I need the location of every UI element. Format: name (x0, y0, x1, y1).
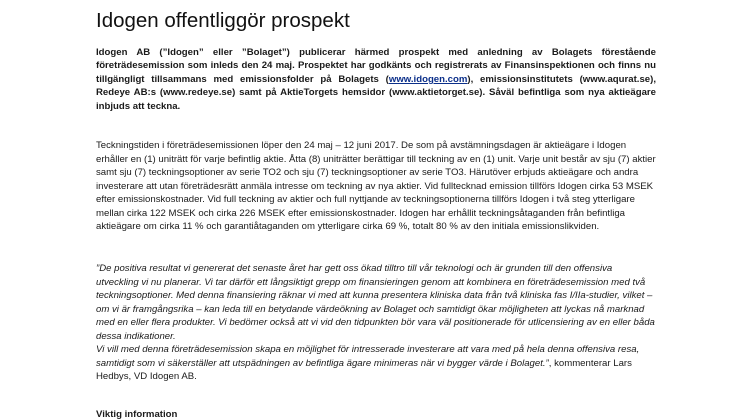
quote-attribution: , kommenterar Lars Hedbys, VD Idogen AB. (96, 357, 632, 382)
lead-text-part1: Idogen AB (”Idogen” eller ”Bolaget”) publicerar härmed prospekt med anledning av Bolagets förestående företrädesemission som inleds den 24 maj. Prospektet har godkänts och registrerats av Finansinspektionen och finns nu tillgängligt tillsammans med emissionsfolder på Bolagets ( (96, 47, 656, 85)
quote-paragraph-1: ”De positiva resultat vi genererat det senaste året har gett oss ökad tilltro till vår teknologi och är grunden till den offensiva utveckling vi nu planerar. Vi tar därför ett långsiktigt grepp om finansieringen genom att kombinera en företrädesemission med två teckningsoptioner. Med denna finansiering räknar vi med att kunna presentera kliniska data från två kliniska fas I/IIa-studier, vilket – om vi är framgångsrika – kan leda till en betydande värdeökning av Bolaget och samtidigt ökar möjligheten att lyckas nå marknad med en eller flera produkter. Vi bedömer också att vi vid den tidpunkten bör vara väl positionerade för utlicensiering av en eller båda dessa indikationer. (96, 263, 655, 342)
body-paragraph: Teckningstiden i företrädesemissionen löper den 24 maj – 12 juni 2017. De som på avstämningsdagen är aktieägare i Idogen erhåller en (1) uniträtt för varje befintlig aktie. Åtta (8) uniträtter berättigar till teckning av en (1) unit. Varje unit består av sju (7) aktier samt sju (7) teckningsoptioner av serie TO2 och sju (7) teckningsoptioner av serie TO3. Härutöver erbjuds aktieägare och andra investerare att utan företrädesrätt anmäla intresse om teckning av nya aktier. Vid fulltecknad emission tillförs Idogen cirka 53 MSEK efter emissionskostnader. Vid full teckning av aktier och full nyttjande av teckningsoptionerna tillförs Idogen i två steg ytterligare mellan cirka 122 MSEK och cirka 226 MSEK efter emissionskostnader. Idogen har erhållit teckningsåtaganden från befintliga aktieägare om cirka 11 % och garantiåtaganden om ytterligare cirka 69 %, totalt 80 % av den initiala emissionslikviden. (96, 140, 656, 232)
ceo-quote (96, 262, 656, 384)
lead-paragraph (96, 46, 656, 113)
quote-paragraph-2 (96, 343, 656, 384)
section-heading-important-information: Viktig information (96, 409, 178, 420)
lead-text-part2: ), emissionsinstitutets (www.aqurat.se), Redeye AB:s (www.redeye.se) samt på AktieTorgets hemsidor (www.aktietorget.se). Såväl befintliga som nya aktieägare inbjuds att teckna. (96, 73, 656, 112)
page-title: Idogen offentliggör prospekt (96, 9, 350, 32)
idogen-website-link[interactable]: www.idogen.com (388, 73, 468, 85)
quote-paragraph-2-text: Vi vill med denna företrädesemission skapa en möjlighet för intresserade investerare att vara med på hela denna offensiva resa, samtidigt som vi säkerställer att utspädningen av befintliga ägare minimeras när vi bygger värde i Bolaget.” (96, 344, 640, 369)
